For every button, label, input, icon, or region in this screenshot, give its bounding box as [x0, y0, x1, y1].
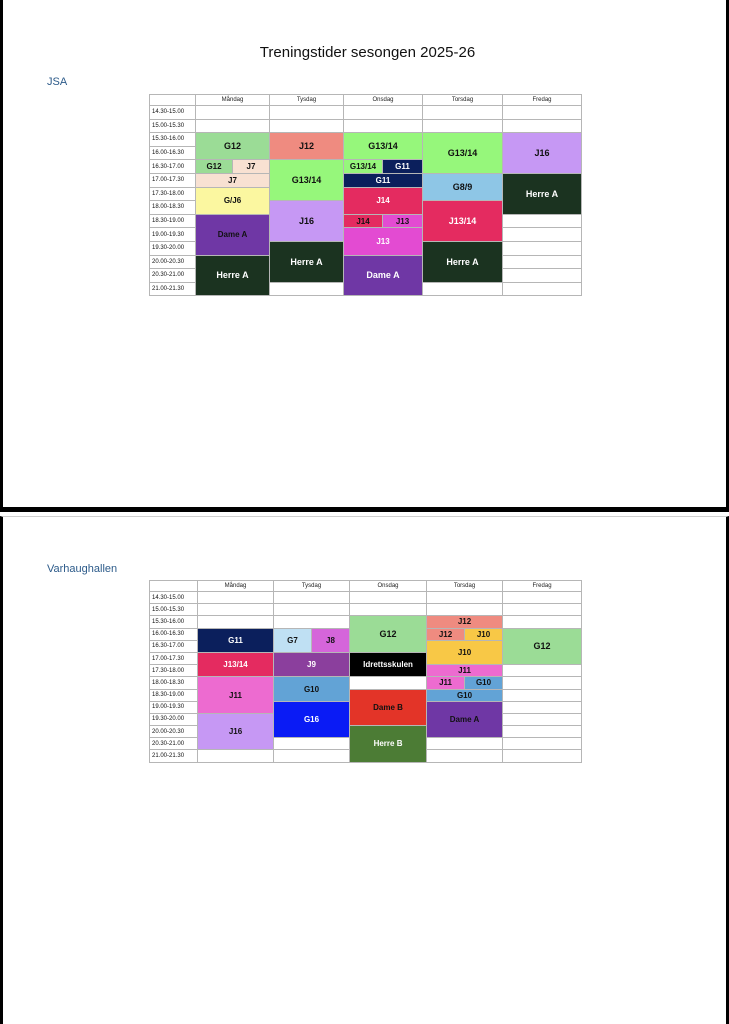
empty-cell — [503, 701, 582, 713]
training-block: G13/14 — [270, 160, 344, 201]
time-slot: 16.00-16.30 — [150, 146, 196, 160]
time-slot: 18.30-19.00 — [150, 689, 198, 701]
empty-cell — [427, 592, 503, 604]
training-block: J12 — [427, 628, 465, 640]
training-block: Dame A — [344, 255, 423, 296]
header-day-wednesday: Onsdag — [350, 581, 427, 592]
header-time — [150, 95, 196, 106]
training-block: G16 — [274, 701, 350, 738]
time-slot: 15.00-15.30 — [150, 604, 198, 616]
training-block: G11 — [344, 173, 423, 187]
training-block: J12 — [427, 616, 503, 628]
header-day-wednesday: Onsdag — [344, 95, 423, 106]
training-block: J16 — [270, 201, 344, 242]
empty-cell — [427, 604, 503, 616]
time-slot: 19.00-19.30 — [150, 228, 196, 242]
empty-cell — [270, 106, 344, 120]
time-slot: 18.00-18.30 — [150, 677, 198, 689]
empty-cell — [427, 750, 503, 762]
header-day-tuesday: Tysdag — [274, 581, 350, 592]
time-slot: 19.30-20.00 — [150, 713, 198, 725]
training-block: G12 — [503, 628, 582, 665]
empty-cell — [503, 592, 582, 604]
time-slot: 16.30-17.00 — [150, 160, 196, 174]
training-block: J13 — [344, 228, 423, 255]
training-block: G/J6 — [196, 187, 270, 214]
training-block: G10 — [427, 689, 503, 701]
training-block: Herre A — [270, 241, 344, 282]
training-block: G7 — [274, 628, 312, 652]
time-slot: 20.00-20.30 — [150, 726, 198, 738]
empty-cell — [350, 592, 427, 604]
empty-cell — [350, 604, 427, 616]
header-row — [150, 581, 582, 592]
time-slot: 17.30-18.00 — [150, 665, 198, 677]
training-block: J14 — [344, 187, 423, 214]
time-slot: 15.00-15.30 — [150, 119, 196, 133]
time-slot: 20.30-21.00 — [150, 269, 196, 283]
empty-cell — [423, 282, 503, 296]
time-slot: 21.00-21.30 — [150, 282, 196, 296]
empty-cell — [503, 726, 582, 738]
training-block: G11 — [198, 628, 274, 652]
training-block: G13/14 — [344, 160, 383, 174]
time-slot: 14.30-15.00 — [150, 106, 196, 120]
training-block: J10 — [465, 628, 503, 640]
training-block: Dame A — [427, 701, 503, 738]
header-day-monday: Måndag — [196, 95, 270, 106]
empty-cell — [427, 738, 503, 750]
time-slot: 19.00-19.30 — [150, 701, 198, 713]
empty-cell — [198, 616, 274, 628]
training-block: J8 — [312, 628, 350, 652]
schedule-table-varhaughallen — [149, 580, 582, 763]
header-time — [150, 581, 198, 592]
time-slot: 20.30-21.00 — [150, 738, 198, 750]
empty-cell — [503, 738, 582, 750]
training-block: G12 — [196, 160, 233, 174]
header-day-thursday: Torsdag — [427, 581, 503, 592]
time-slot: 18.30-19.00 — [150, 214, 196, 228]
empty-cell — [503, 750, 582, 762]
time-slot: 15.30-16.00 — [150, 133, 196, 147]
header-row — [150, 95, 582, 106]
training-block: G10 — [465, 677, 503, 689]
time-slot: 16.30-17.00 — [150, 640, 198, 652]
time-slot: 19.30-20.00 — [150, 241, 196, 255]
header-day-thursday: Torsdag — [423, 95, 503, 106]
schedule-table-jsa — [149, 94, 582, 296]
time-slot: 18.00-18.30 — [150, 201, 196, 215]
time-slot: 20.00-20.30 — [150, 255, 196, 269]
empty-cell — [503, 214, 582, 228]
empty-cell — [270, 282, 344, 296]
section-title-jsa: JSA — [47, 76, 68, 88]
empty-cell — [350, 677, 427, 689]
empty-cell — [198, 604, 274, 616]
training-block: Herre B — [350, 726, 427, 763]
section-title-varhaughallen: Varhaughallen — [47, 563, 118, 575]
training-block: Dame B — [350, 689, 427, 726]
empty-cell — [344, 106, 423, 120]
training-block: J16 — [198, 713, 274, 750]
document-title: Treningstider sesongen 2025-26 — [259, 44, 476, 61]
training-block: G12 — [196, 133, 270, 160]
header-day-friday: Fredag — [503, 95, 582, 106]
empty-cell — [274, 750, 350, 762]
training-block: G10 — [274, 677, 350, 701]
training-block: J7 — [196, 173, 270, 187]
empty-cell — [274, 616, 350, 628]
training-block: J12 — [270, 133, 344, 160]
header-day-tuesday: Tysdag — [270, 95, 344, 106]
training-block: Idrettsskulen — [350, 652, 427, 676]
training-block: J14 — [344, 214, 383, 228]
empty-cell — [198, 750, 274, 762]
empty-cell — [503, 106, 582, 120]
training-block: G8/9 — [423, 173, 503, 200]
empty-cell — [274, 738, 350, 750]
time-slot: 17.00-17.30 — [150, 173, 196, 187]
header-day-friday: Fredag — [503, 581, 582, 592]
training-block: J16 — [503, 133, 582, 174]
empty-cell — [503, 119, 582, 133]
time-slot: 15.30-16.00 — [150, 616, 198, 628]
time-slot: 21.00-21.30 — [150, 750, 198, 762]
header-day-monday: Måndag — [198, 581, 274, 592]
page-varhaughallen — [0, 516, 729, 1024]
time-slot: 16.00-16.30 — [150, 628, 198, 640]
empty-cell — [423, 106, 503, 120]
empty-cell — [503, 241, 582, 255]
empty-cell — [503, 282, 582, 296]
training-block: J13/14 — [198, 652, 274, 676]
empty-cell — [503, 713, 582, 725]
empty-cell — [198, 592, 274, 604]
training-block: J13 — [383, 214, 423, 228]
training-block: J11 — [198, 677, 274, 714]
empty-cell — [503, 604, 582, 616]
empty-cell — [503, 255, 582, 269]
training-block: G11 — [383, 160, 423, 174]
time-slot: 17.00-17.30 — [150, 652, 198, 664]
empty-cell — [503, 677, 582, 689]
empty-cell — [423, 119, 503, 133]
training-block: Herre A — [423, 241, 503, 282]
training-block: J13/14 — [423, 201, 503, 242]
time-slot: 14.30-15.00 — [150, 592, 198, 604]
training-block: Dame A — [196, 214, 270, 255]
training-block: G13/14 — [423, 133, 503, 174]
training-block: Herre A — [196, 255, 270, 296]
training-block: J9 — [274, 652, 350, 676]
training-block: Herre A — [503, 173, 582, 214]
training-block: G13/14 — [344, 133, 423, 160]
time-slot: 17.30-18.00 — [150, 187, 196, 201]
training-block: J11 — [427, 677, 465, 689]
training-block: J10 — [427, 640, 503, 664]
empty-cell — [503, 665, 582, 677]
training-block: G12 — [350, 616, 427, 653]
empty-cell — [344, 119, 423, 133]
empty-cell — [270, 119, 344, 133]
empty-cell — [196, 106, 270, 120]
training-block: J11 — [427, 665, 503, 677]
empty-cell — [274, 604, 350, 616]
empty-cell — [196, 119, 270, 133]
empty-cell — [503, 269, 582, 283]
empty-cell — [503, 616, 582, 628]
training-block: J7 — [233, 160, 270, 174]
empty-cell — [503, 689, 582, 701]
empty-cell — [274, 592, 350, 604]
empty-cell — [503, 228, 582, 242]
